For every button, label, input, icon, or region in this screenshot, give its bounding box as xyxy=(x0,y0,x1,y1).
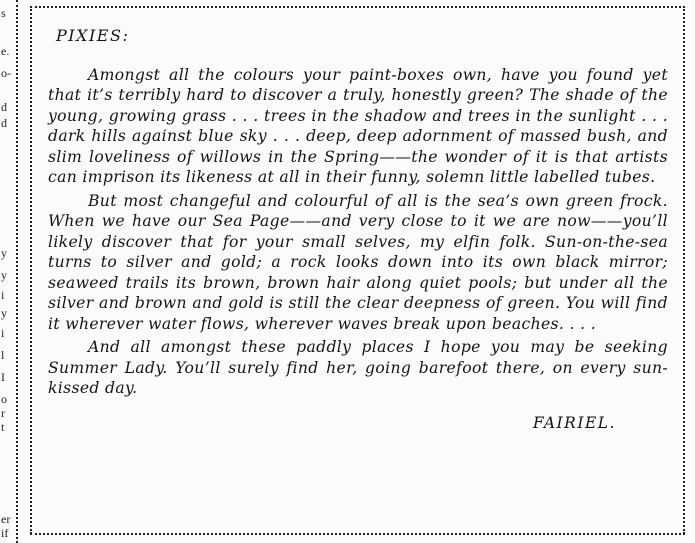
column-fragment: o- xyxy=(1,66,11,80)
column-divider-rule xyxy=(16,0,18,543)
article-title: PIXIES: xyxy=(56,26,130,45)
column-fragment: y xyxy=(1,306,7,320)
article-paragraph-colours: Amongst all the colours your paint-boxes own, have you found yet that it’s terribly hard to discover a truly, honestly green? The shade of the young, growing grass . . . trees in the shadow and trees in the sunlight . . . dark hills against blue sky . . . deep, deep adornment of massed bush, and slim loveliness of willows in the Spring——the wonder of it is that artists can imprison its likeness at all in their funny, solemn little labelled tubes. xyxy=(48,65,668,186)
column-fragment: e. xyxy=(1,44,10,58)
box-right-border xyxy=(683,6,685,534)
column-fragment: l xyxy=(1,348,5,362)
adjacent-column-fragments xyxy=(0,0,12,543)
article-paragraph-summer-lady: And all amongst these paddly places I hope you may be seeking Summer Lady. You’ll surely find her, going barefoot there, on every sun-kissed day. xyxy=(48,338,668,397)
column-fragment: s xyxy=(1,6,6,20)
column-fragment: d xyxy=(1,100,7,114)
column-fragment: y xyxy=(1,246,7,260)
box-left-border xyxy=(30,6,32,534)
column-fragment: i xyxy=(1,288,5,302)
box-top-border xyxy=(30,6,685,8)
column-fragment: o xyxy=(1,392,7,406)
column-fragment: y xyxy=(1,268,7,282)
column-fragment: t xyxy=(1,420,5,434)
box-bottom-border xyxy=(30,533,685,535)
column-fragment: er xyxy=(1,512,11,526)
column-fragment: I xyxy=(1,370,5,384)
column-fragment: i xyxy=(1,326,5,340)
column-fragment: d xyxy=(1,116,7,130)
article-signature: FAIRIEL. xyxy=(532,413,616,432)
column-fragment: r xyxy=(1,406,5,420)
article xyxy=(48,26,668,433)
column-fragment: if xyxy=(1,526,9,540)
article-paragraph-sea: But most changeful and colourful of all is the sea’s own green frock. When we have our Sea Page——and very close to it we are now——you’ll likely discover that for your small selves, my elfin folk. Sun-on-the-sea turns to silver and gold; a rock looks down into its own black mirror; seaweed trails its brown, brown hair along quiet pools; but under all the silver and brown and gold is still the clear deepness of green. You will find it wherever water flows, wherever waves break upon beaches. . . . xyxy=(48,191,668,333)
